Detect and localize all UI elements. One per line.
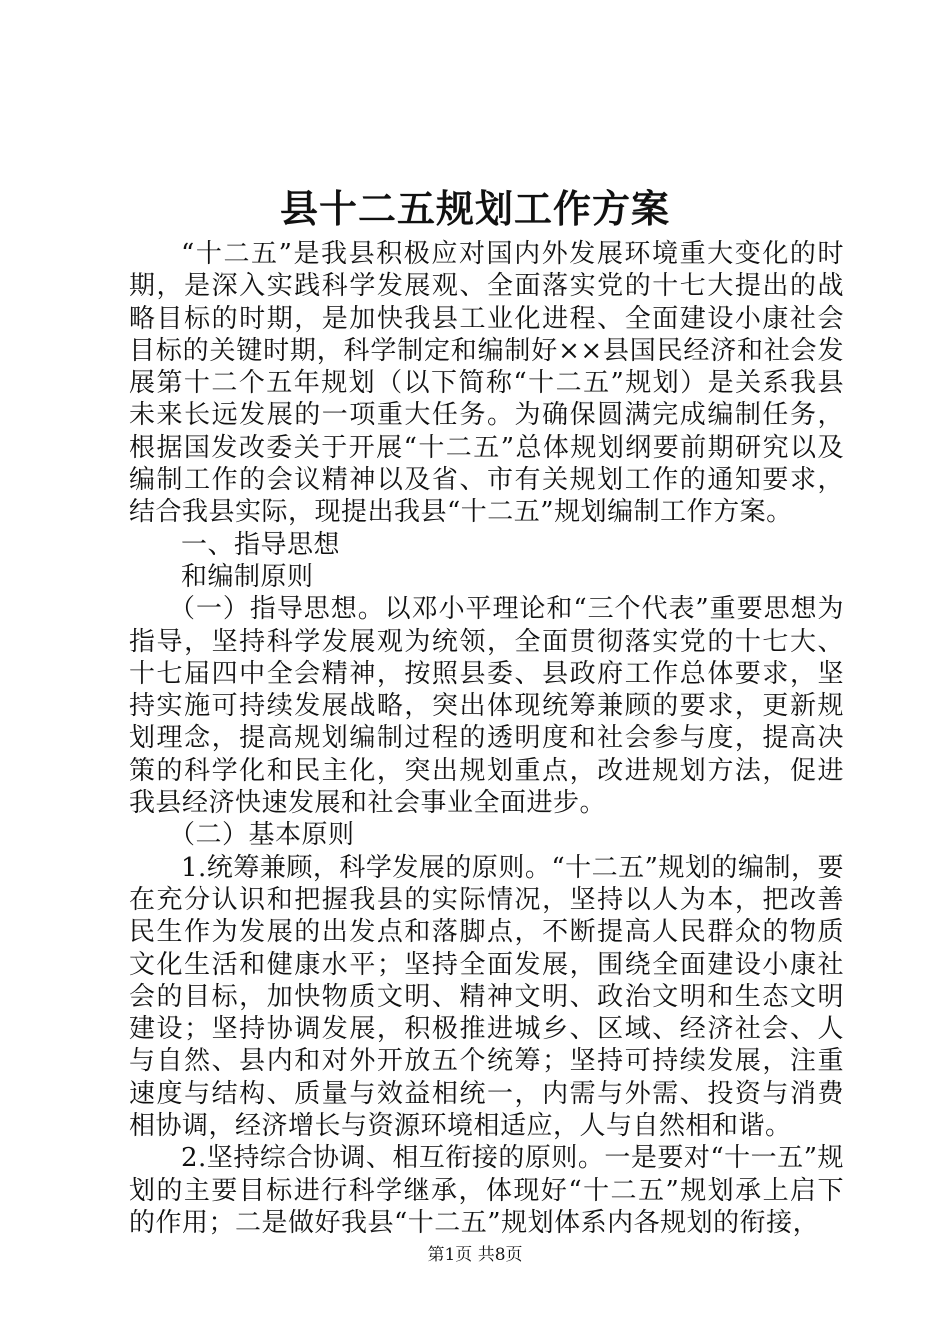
section-heading-1-cont: 和编制原则	[181, 561, 314, 592]
document-body	[129, 238, 844, 1239]
intro-paragraph: “十二五”是我县积极应对国内外发展环境重大变化的时期，是深入实践科学发展观、全面落实党的十七大提出的战略目标的时期，是加快我县工业化进程、全面建设小康社会目标的关键时期，科学制定和编制好××县国民经济和社会发展第十二个五年规划（以下简称“十二五”规划）是关系我县未来长远发展的一项重大任务。为确保圆满完成编制任务，根据国发改委关于开展“十二五”总体规划纲要前期研究以及编制工作的会议精神以及省、市有关规划工作的通知要求，结合我县实际，现提出我县“十二五”规划编制工作方案。	[129, 239, 844, 528]
section-heading-1: 一、指导思想	[181, 529, 341, 560]
principle-1-paragraph: 1.统筹兼顾，科学发展的原则。“十二五”规划的编制，要在充分认识和把握我县的实际情况，坚持以人为本，把改善民生作为发展的出发点和落脚点，不断提高人民群众的物质文化生活和健康水平；坚持全面发展，围绕全面建设小康社会的目标，加快物质文明、精神文明、政治文明和生态文明建设；坚持协调发展，积极推进城乡、区域、经济社会、人与自然、县内和对外开放五个统筹；坚持可持续发展，注重速度与结构、质量与效益相统一，内需与外需、投资与消费相协调，经济增长与资源环境相适应，人与自然相和谐。	[129, 852, 844, 1142]
page-footer: 第1页 共8页	[427, 1245, 523, 1265]
guiding-thought-paragraph: （一）指导思想。以邓小平理论和“三个代表”重要思想为指导，坚持科学发展观为统领，全面贯彻落实党的十七大、十七届四中全会精神，按照县委、县政府工作总体要求，坚持实施可持续发展战略，突出体现统筹兼顾的要求，更新规划理念，提高规划编制过程的透明度和社会参与度，提高决策的科学化和民主化，突出规划重点，改进规划方法，促进我县经济快速发展和社会事业全面进步。	[129, 594, 844, 819]
principle-2-paragraph: 2.坚持综合协调、相互衔接的原则。一是要对“十一五”规划的主要目标进行科学继承，体现好“十二五”规划承上启下的作用；二是做好我县“十二五”规划体系内各规划的衔接，	[129, 1143, 844, 1238]
subsection-heading-basic-principles: （二）基本原则	[169, 820, 355, 851]
document-title: 县十二五规划工作方案	[279, 186, 670, 231]
